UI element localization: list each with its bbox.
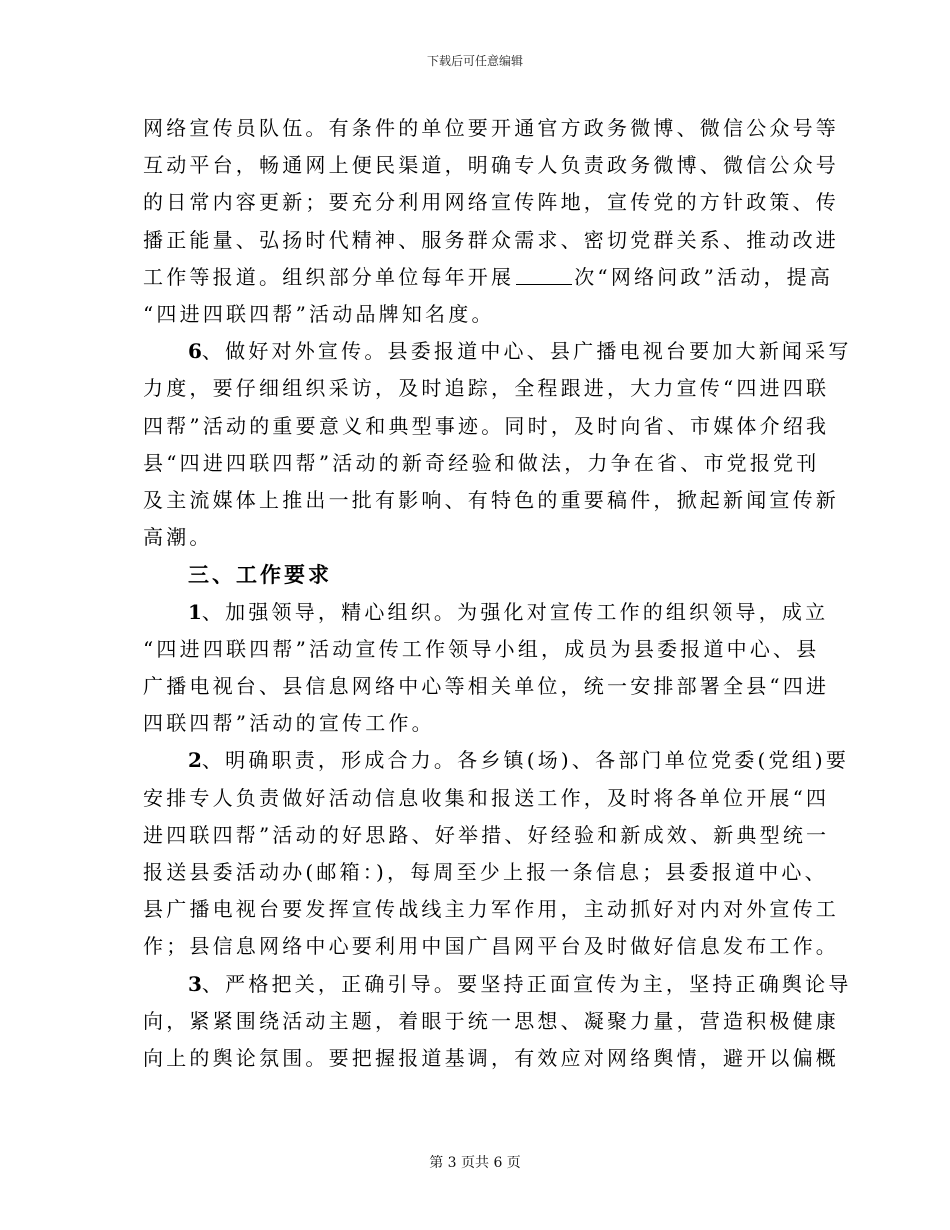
paragraph-network-team xyxy=(143,110,839,333)
text-line: 县“四进四联四帮”活动的新奇经验和做法，力争在省、市党报党刊 xyxy=(143,450,820,475)
text-segment: 工作等报道。组织部分单位每年开展 xyxy=(143,264,515,289)
text-line: “四进四联四帮”活动宣传工作领导小组，成员为县委报道中心、县 xyxy=(143,636,820,661)
text-segment: 、明确职责，形成合力。各乡镇(场)、各部门单位党委(党组)要 xyxy=(201,748,850,773)
text-line: 报送县委活动办(邮箱：)，每周至少上报一条信息；县委报道中心、 xyxy=(143,860,828,885)
text-line xyxy=(143,742,850,779)
paragraph-guidance xyxy=(143,966,852,1078)
page-footer: 第 3 页共 6 页 xyxy=(429,1155,521,1171)
text-line: 向，紧紧围绕活动主题，着眼于统一思想、凝聚力量，营造积极健康 xyxy=(143,1008,839,1033)
item-number: 6 xyxy=(188,339,202,364)
text-line: 力度，要仔细组织采访，及时追踪，全程跟进，大力宣传“四进四联 xyxy=(143,376,830,401)
text-segment: 、严格把关，正确引导。要坚持正面宣传为主，坚持正确舆论导 xyxy=(201,971,852,996)
text-segment: 次“网络问政”活动，提高 xyxy=(574,264,834,289)
text-line: 广播电视台、县信息网络中心等相关单位，统一安排部署全县“四进 xyxy=(143,674,830,699)
paragraph-responsibilities xyxy=(143,742,850,965)
text-line: 播正能量、弘扬时代精神、服务群众需求、密切党群关系、推动改进 xyxy=(143,227,839,252)
text-line: “四进四联四帮”活动品牌知名度。 xyxy=(143,302,495,327)
item-number: 1 xyxy=(188,599,202,624)
text-segment: 、做好对外宣传。县委报道中心、县广播电视台要加大新闻采写 xyxy=(201,339,852,364)
paragraph-external-publicity xyxy=(143,333,852,556)
text-line xyxy=(143,966,852,1003)
text-line: 互动平台，畅通网上便民渠道，明确专人负责政务微博、微信公众号 xyxy=(143,153,839,178)
text-line: 向上的舆论氛围。要把握报道基调，有效应对网络舆情，避开以偏概 xyxy=(143,1046,839,1071)
text-line: 的日常内容更新；要充分利用网络宣传阵地，宣传党的方针政策、传 xyxy=(143,190,839,215)
paragraph-leadership xyxy=(143,594,830,743)
text-line: 四联四帮”活动的宣传工作。 xyxy=(143,711,435,736)
text-line: 县广播电视台要发挥宣传战线主力军作用，主动抓好对内对外宣传工 xyxy=(143,897,839,922)
fill-in-blank xyxy=(516,266,572,285)
text-line: 高潮。 xyxy=(143,525,213,550)
text-line xyxy=(143,259,834,296)
text-line: 作；县信息网络中心要利用中国广昌网平台及时做好信息发布工作。 xyxy=(143,934,839,959)
text-line: 及主流媒体上推出一批有影响、有特色的重要稿件，掀起新闻宣传新 xyxy=(143,488,839,513)
text-line xyxy=(143,594,829,631)
section-heading: 三、工作要求 xyxy=(188,562,332,588)
text-line xyxy=(143,333,852,370)
text-segment: 、加强领导，精心组织。为强化对宣传工作的组织领导，成立 xyxy=(201,599,829,624)
item-number: 3 xyxy=(188,971,202,996)
document-body xyxy=(143,110,852,1077)
item-number: 2 xyxy=(188,748,202,773)
page-header: 下载后可任意编辑 xyxy=(426,54,523,68)
text-line: 安排专人负责做好活动信息收集和报送工作，及时将各单位开展“四 xyxy=(143,785,830,810)
text-line: 四帮”活动的重要意义和典型事迹。同时，及时向省、市媒体介绍我 xyxy=(143,413,830,438)
text-line: 进四联四帮”活动的好思路、好举措、好经验和新成效、新典型统一 xyxy=(143,822,830,847)
text-line: 网络宣传员队伍。有条件的单位要开通官方政务微博、微信公众号等 xyxy=(143,116,839,140)
